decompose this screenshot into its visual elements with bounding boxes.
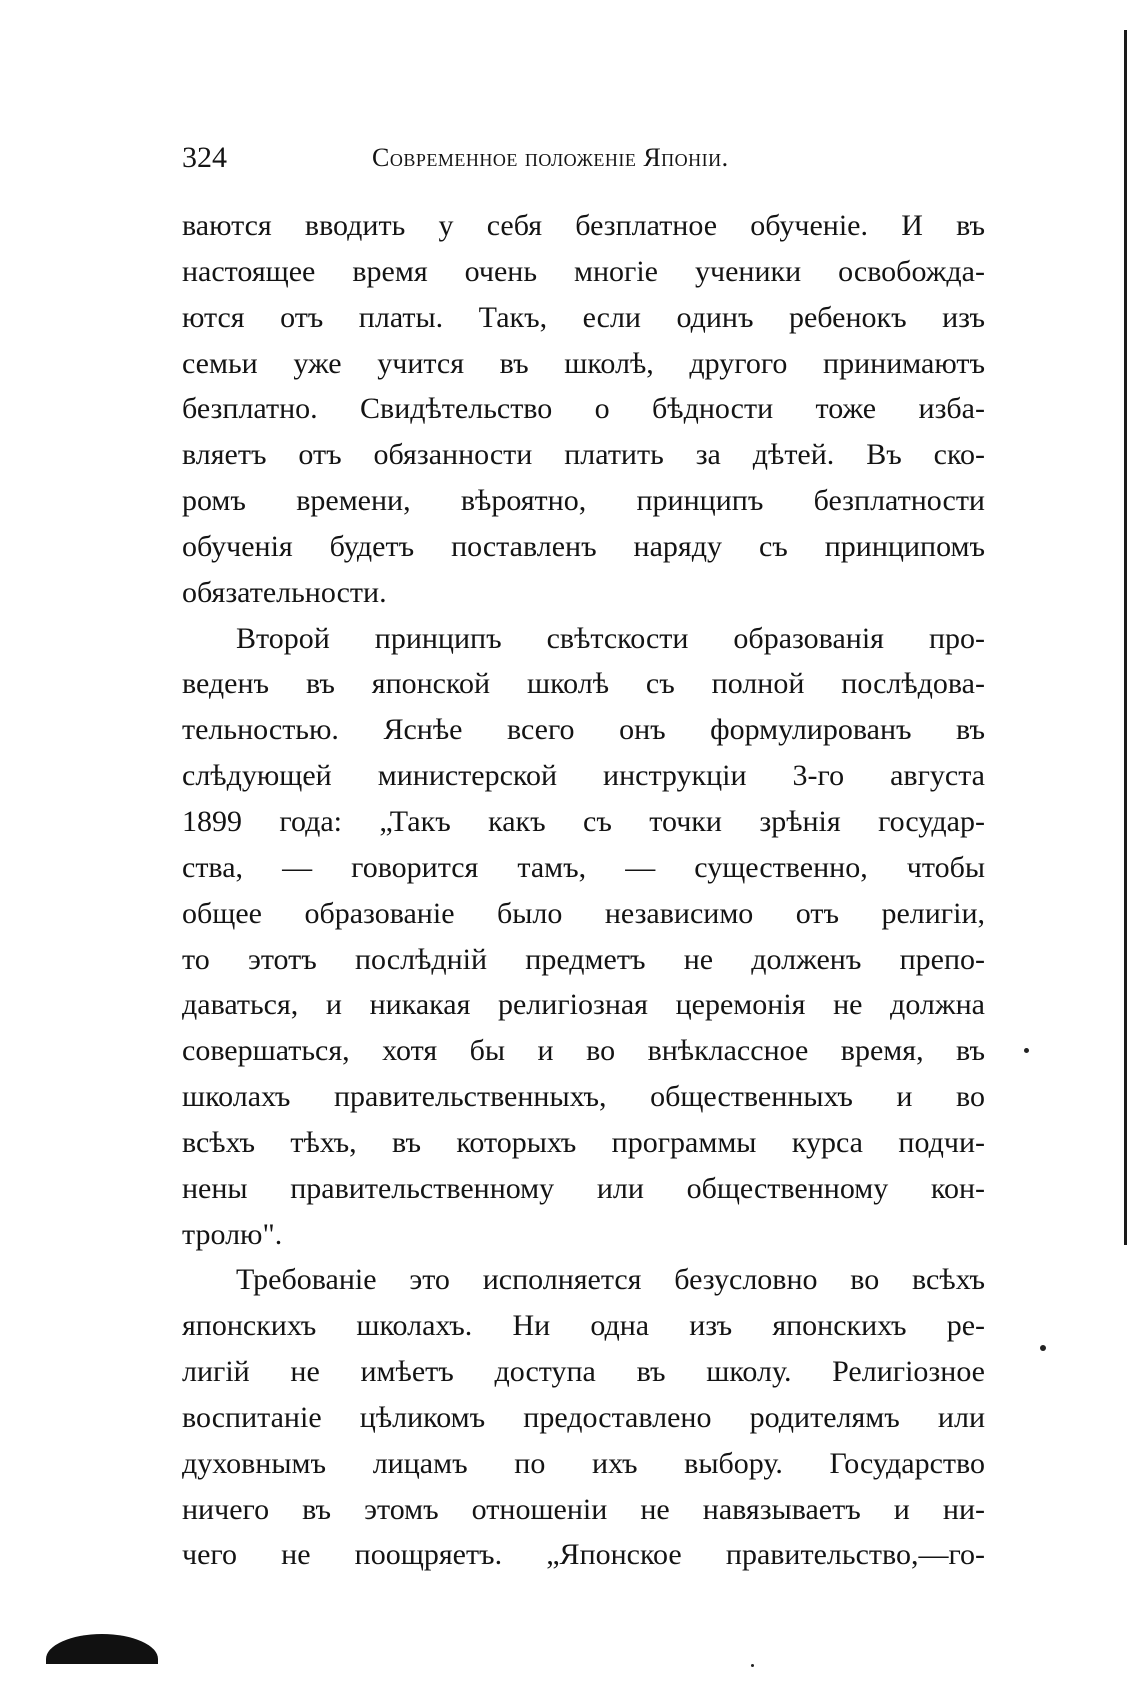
text-line: ничего въ этомъ отношеніи не навязываетъ и ни- [182, 1492, 985, 1526]
paragraph-start-line: Требованіе это исполняется безусловно во всѣхъ [236, 1263, 985, 1297]
running-title: Современное положеніе Японіи. [372, 143, 729, 172]
text-line: ромъ времени, вѣроятно, принципъ безплатности [182, 484, 985, 518]
paragraph-start-line: Второй принципъ свѣтскости образованія про- [236, 621, 985, 655]
body-text [182, 203, 985, 1578]
text-line: безплатно. Свидѣтельство о бѣдности тоже изба- [182, 392, 985, 426]
text-line: лигій не имѣетъ доступа въ школу. Религіозное [182, 1355, 985, 1389]
text-line: совершаться, хотя бы и во внѣклассное время, въ [182, 1034, 985, 1068]
text-line: даваться, и никакая религіозная церемонія не должна [182, 988, 985, 1022]
text-line: японскихъ школахъ. Ни одна изъ японскихъ ре- [182, 1309, 985, 1343]
text-line: вляетъ отъ обязанности платить за дѣтей. Въ ско- [182, 438, 985, 472]
page-edge-line [1124, 30, 1127, 1245]
text-line: то этотъ послѣдній предметъ не долженъ препо- [182, 942, 985, 976]
text-line: тролю". [182, 1217, 283, 1251]
ink-blot [46, 1634, 158, 1664]
text-line: ются отъ платы. Такъ, если одинъ ребенокъ изъ [182, 300, 985, 334]
text-line: всѣхъ тѣхъ, въ которыхъ программы курса подчи- [182, 1125, 985, 1159]
text-line: веденъ въ японской школѣ съ полной послѣдова- [182, 667, 985, 701]
page-number: 324 [182, 141, 227, 174]
text-line: школахъ правительственныхъ, общественныхъ и во [182, 1080, 985, 1114]
scan-speck [751, 1664, 754, 1667]
text-line: ства, — говорится тамъ, — существенно, чтобы [182, 850, 985, 884]
text-line: тельностью. Яснѣе всего онъ формулированъ въ [182, 713, 985, 747]
text-line: общее образованіе было независимо отъ религіи, [182, 896, 985, 930]
text-line: чего не поощряетъ. „Японское правительство,—го- [182, 1538, 985, 1572]
text-line: ваются вводить у себя безплатное обученіе. И въ [182, 209, 985, 242]
scan-speck [1040, 1345, 1046, 1351]
text-line: воспитаніе цѣликомъ предоставлено родителямъ или [182, 1400, 985, 1434]
text-line: 1899 года: „Такъ какъ съ точки зрѣнія государ- [182, 804, 985, 838]
text-line: обязательности. [182, 575, 387, 609]
text-line: слѣдующей министерской инструкціи 3-го августа [182, 759, 985, 793]
text-line: духовнымъ лицамъ по ихъ выбору. Государство [182, 1446, 985, 1480]
text-line: обученія будетъ поставленъ наряду съ принципомъ [182, 529, 985, 563]
text-line: нены правительственному или общественному кон- [182, 1171, 985, 1205]
text-line: семьи уже учится въ школѣ, другого принимаютъ [182, 346, 985, 380]
page-header [182, 138, 982, 178]
scan-speck [1024, 1048, 1029, 1053]
text-line: настоящее время очень многіе ученики освобожда- [182, 254, 985, 288]
